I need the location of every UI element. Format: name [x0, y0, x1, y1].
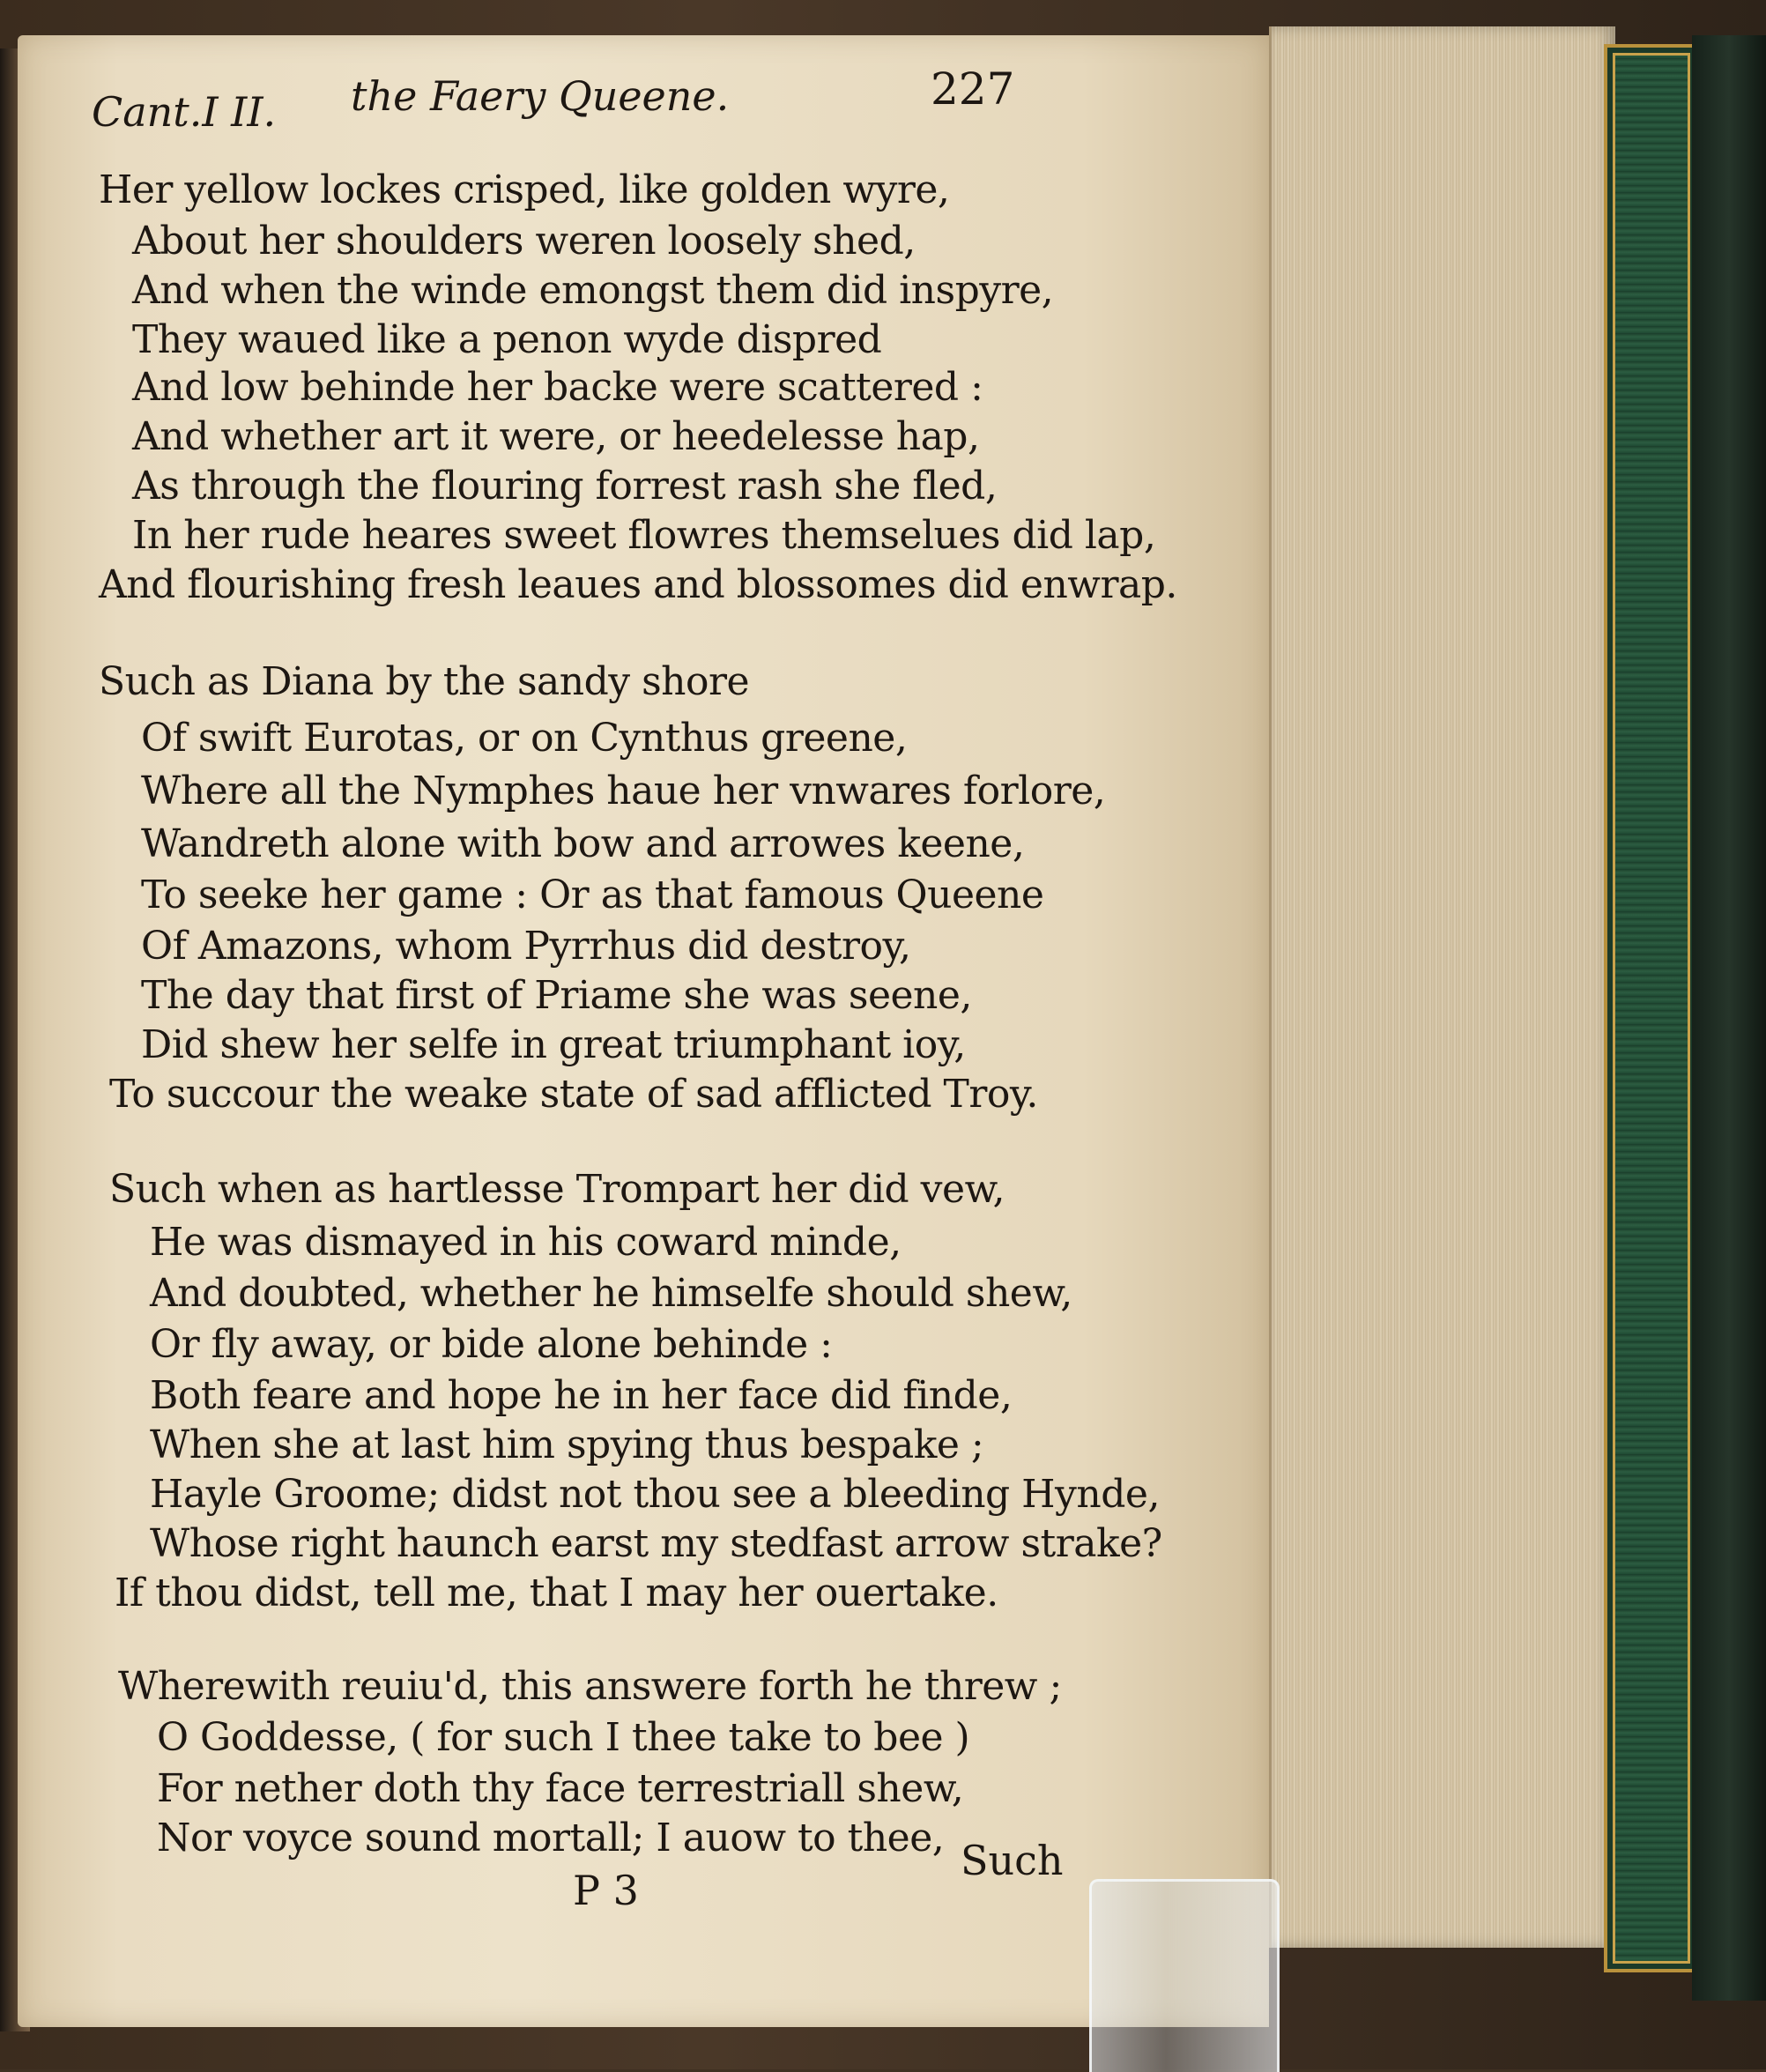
verse-line: They waued like a penon wyde dispred [132, 317, 882, 362]
verse-line: Wandreth alone with bow and arrowes keene, [141, 821, 1025, 866]
verse-line: Of Amazons, whom Pyrrhus did destroy, [141, 924, 911, 969]
verse-line: Of swift Eurotas, or on Cynthus greene, [141, 716, 908, 761]
verse-line: Nor voyce sound mortall; I auow to thee, [157, 1816, 945, 1860]
verse-line: When she at last him spying thus bespake ; [150, 1422, 984, 1467]
tooled-binding-board [1604, 44, 1699, 1972]
verse-line: Such when as hartlesse Trompart her did vew, [109, 1167, 1005, 1212]
verse-line: About her shoulders weren loosely shed, [132, 219, 916, 264]
verse-line: Hayle Groome; didst not thou see a bleeding Hynde, [150, 1472, 1160, 1517]
verse-line: And low behinde her backe were scattered : [132, 365, 983, 410]
verse-line: Or fly away, or bide alone behinde : [150, 1322, 833, 1367]
verse-line: Such as Diana by the sandy shore [99, 659, 750, 704]
page-support-clip [1089, 1879, 1280, 2072]
binding-edge [1692, 35, 1766, 2001]
verse-line: He was dismayed in his coward minde, [150, 1220, 902, 1265]
verse-line: Where all the Nymphes haue her vnwares forlore, [141, 769, 1106, 813]
running-title: the Faery Queene. [351, 72, 730, 120]
verse-line: Her yellow lockes crisped, like golden wyre, [99, 167, 950, 212]
verse-line: And flourishing fresh leaues and blossomes did enwrap. [99, 562, 1177, 607]
verse-line: As through the flouring forrest rash she fled, [132, 464, 998, 509]
page-fore-edge [1269, 26, 1615, 1948]
verse-line: The day that first of Priame she was seene, [141, 973, 972, 1018]
verse-line: And when the winde emongst them did inspyre, [132, 268, 1054, 313]
canto-label: Cant.I II. [92, 88, 277, 136]
verse-line: O Goddesse, ( for such I thee take to bee ) [157, 1715, 970, 1760]
verse-line: To succour the weake state of sad afflicted Troy. [109, 1072, 1038, 1117]
verse-line: Wherewith reuiu'd, this answere forth he threw ; [118, 1664, 1062, 1709]
verse-line: And whether art it were, or heedelesse hap, [132, 414, 980, 459]
verse-line: Both feare and hope he in her face did finde, [150, 1373, 1013, 1418]
verse-line: And doubted, whether he himselfe should shew, [150, 1271, 1072, 1316]
catchword: Such [961, 1837, 1064, 1884]
verse-line: In her rude heares sweet flowres themselues did lap, [132, 513, 1156, 558]
verse-line: If thou didst, tell me, that I may her ouertake. [115, 1571, 998, 1615]
verse-line: Whose right haunch earst my stedfast arrow strake? [150, 1521, 1162, 1566]
signature-mark: P 3 [573, 1867, 639, 1914]
page-number: 227 [931, 63, 1015, 115]
verse-line: For nether doth thy face terrestriall shew, [157, 1766, 964, 1811]
verse-line: Did shew her selfe in great triumphant ioy, [141, 1022, 966, 1067]
verse-line: To seeke her game : Or as that famous Queene [141, 873, 1044, 917]
